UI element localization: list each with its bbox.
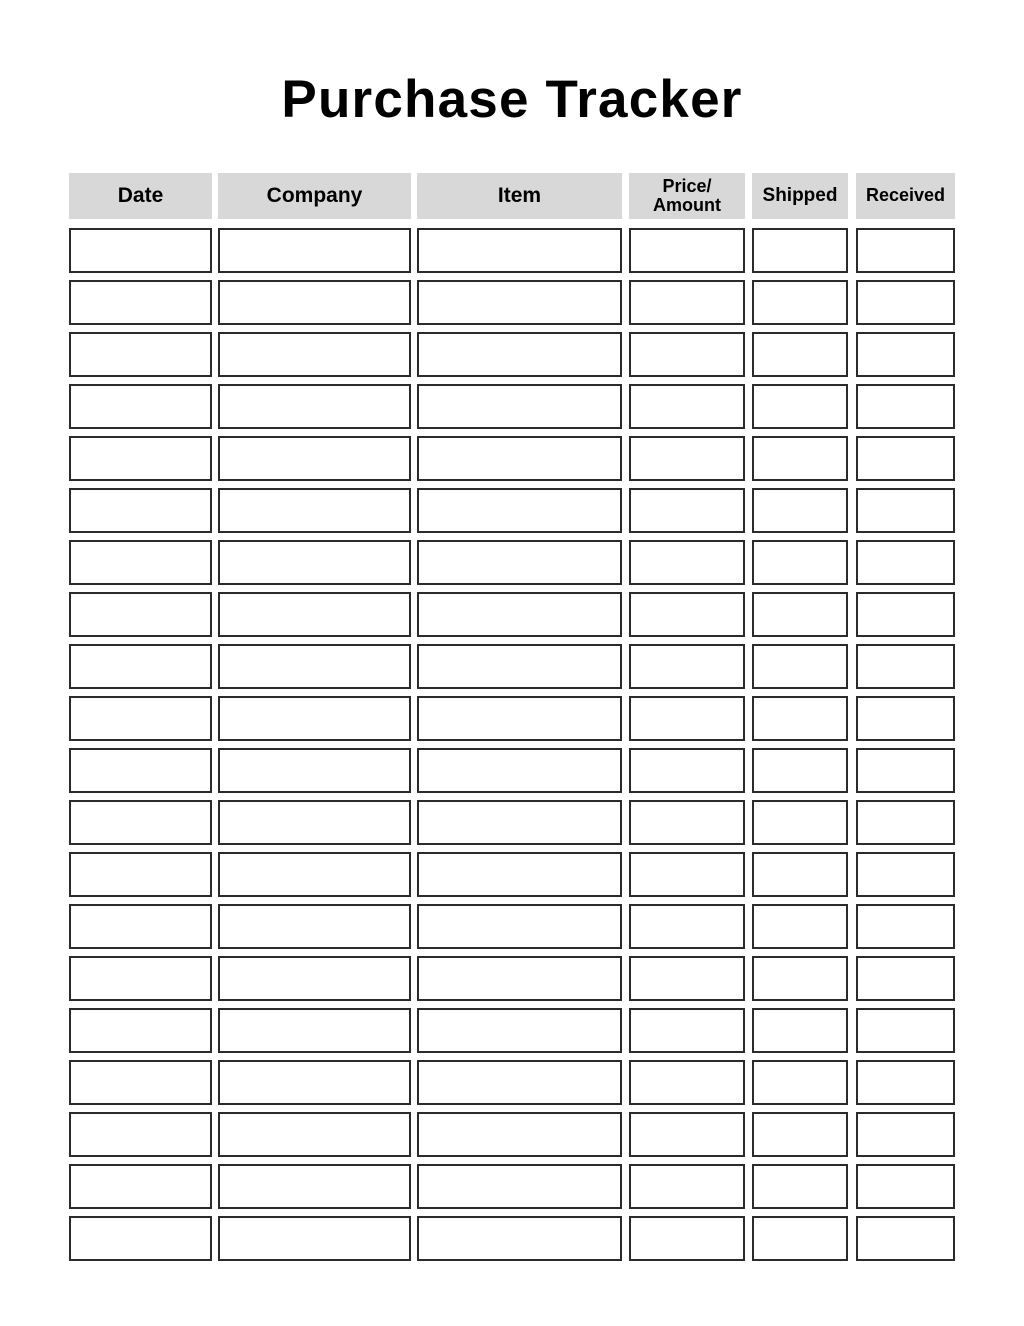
- cell-date[interactable]: [69, 1164, 212, 1209]
- cell-gap: [745, 488, 752, 533]
- header-gap: [622, 173, 629, 219]
- table-header-row: [69, 173, 955, 219]
- cell-received[interactable]: [856, 956, 955, 1001]
- cell-shipped[interactable]: [752, 1164, 848, 1209]
- cell-shipped[interactable]: [752, 228, 848, 273]
- column-header-item-label: Item: [497, 183, 542, 207]
- cell-price[interactable]: [629, 904, 745, 949]
- cell-gap: [848, 696, 856, 741]
- cell-price[interactable]: [629, 1164, 745, 1209]
- cell-price[interactable]: [629, 488, 745, 533]
- cell-item[interactable]: [417, 904, 622, 949]
- cell-gap: [622, 800, 629, 845]
- cell-company[interactable]: [218, 644, 411, 689]
- cell-item[interactable]: [417, 592, 622, 637]
- cell-received[interactable]: [856, 332, 955, 377]
- cell-gap: [745, 748, 752, 793]
- cell-gap: [848, 1112, 856, 1157]
- cell-date[interactable]: [69, 1060, 212, 1105]
- table-body: [69, 228, 955, 1261]
- cell-shipped[interactable]: [752, 384, 848, 429]
- table-row: [69, 1008, 955, 1053]
- cell-gap: [848, 1216, 856, 1261]
- cell-item[interactable]: [417, 1164, 622, 1209]
- cell-received[interactable]: [856, 1008, 955, 1053]
- cell-shipped[interactable]: [752, 644, 848, 689]
- cell-received[interactable]: [856, 748, 955, 793]
- cell-date[interactable]: [69, 1008, 212, 1053]
- cell-item[interactable]: [417, 644, 622, 689]
- cell-date[interactable]: [69, 332, 212, 377]
- table-row: [69, 696, 955, 741]
- cell-company[interactable]: [218, 1216, 411, 1261]
- column-header-company: [218, 173, 411, 219]
- cell-item[interactable]: [417, 540, 622, 585]
- cell-price[interactable]: [629, 800, 745, 845]
- cell-company[interactable]: [218, 228, 411, 273]
- table-row: [69, 332, 955, 377]
- table-row: [69, 1112, 955, 1157]
- cell-shipped[interactable]: [752, 488, 848, 533]
- cell-gap: [848, 488, 856, 533]
- cell-item[interactable]: [417, 800, 622, 845]
- column-header-company-label: Company: [266, 183, 363, 207]
- cell-price[interactable]: [629, 1008, 745, 1053]
- cell-received[interactable]: [856, 696, 955, 741]
- cell-gap: [622, 748, 629, 793]
- cell-company[interactable]: [218, 540, 411, 585]
- cell-received[interactable]: [856, 436, 955, 481]
- cell-company[interactable]: [218, 332, 411, 377]
- cell-date[interactable]: [69, 748, 212, 793]
- cell-date[interactable]: [69, 592, 212, 637]
- cell-price[interactable]: [629, 540, 745, 585]
- cell-shipped[interactable]: [752, 904, 848, 949]
- table-row: [69, 436, 955, 481]
- cell-gap: [745, 904, 752, 949]
- cell-price[interactable]: [629, 696, 745, 741]
- cell-shipped[interactable]: [752, 540, 848, 585]
- column-header-date-label: Date: [117, 183, 164, 207]
- cell-price[interactable]: [629, 1060, 745, 1105]
- cell-item[interactable]: [417, 1008, 622, 1053]
- cell-company[interactable]: [218, 280, 411, 325]
- cell-shipped[interactable]: [752, 1216, 848, 1261]
- column-header-shipped-label: Shipped: [762, 184, 838, 206]
- cell-gap: [745, 436, 752, 481]
- table-row: [69, 1164, 955, 1209]
- cell-date[interactable]: [69, 800, 212, 845]
- cell-price[interactable]: [629, 436, 745, 481]
- cell-price[interactable]: [629, 1112, 745, 1157]
- cell-shipped[interactable]: [752, 1112, 848, 1157]
- cell-received[interactable]: [856, 280, 955, 325]
- cell-gap: [848, 436, 856, 481]
- cell-gap: [745, 332, 752, 377]
- cell-company[interactable]: [218, 748, 411, 793]
- cell-gap: [745, 592, 752, 637]
- cell-shipped[interactable]: [752, 1060, 848, 1105]
- cell-date[interactable]: [69, 644, 212, 689]
- cell-shipped[interactable]: [752, 800, 848, 845]
- cell-company[interactable]: [218, 1112, 411, 1157]
- cell-item[interactable]: [417, 280, 622, 325]
- cell-shipped[interactable]: [752, 956, 848, 1001]
- cell-shipped[interactable]: [752, 280, 848, 325]
- cell-gap: [622, 956, 629, 1001]
- cell-date[interactable]: [69, 228, 212, 273]
- cell-company[interactable]: [218, 1008, 411, 1053]
- cell-gap: [745, 696, 752, 741]
- cell-gap: [745, 1060, 752, 1105]
- table-row: [69, 228, 955, 273]
- cell-received[interactable]: [856, 852, 955, 897]
- cell-date[interactable]: [69, 540, 212, 585]
- cell-gap: [622, 280, 629, 325]
- cell-gap: [622, 592, 629, 637]
- cell-gap: [848, 384, 856, 429]
- cell-company[interactable]: [218, 436, 411, 481]
- table-row: [69, 956, 955, 1001]
- cell-price[interactable]: [629, 1216, 745, 1261]
- cell-received[interactable]: [856, 644, 955, 689]
- cell-gap: [745, 1216, 752, 1261]
- cell-received[interactable]: [856, 488, 955, 533]
- cell-price[interactable]: [629, 332, 745, 377]
- column-header-price-line2: Amount: [653, 195, 721, 215]
- cell-gap: [622, 332, 629, 377]
- cell-gap: [745, 644, 752, 689]
- cell-received[interactable]: [856, 1112, 955, 1157]
- table-row: [69, 540, 955, 585]
- cell-gap: [622, 1060, 629, 1105]
- cell-received[interactable]: [856, 800, 955, 845]
- cell-gap: [622, 228, 629, 273]
- page-title: Purchase Tracker: [281, 70, 743, 129]
- cell-gap: [848, 852, 856, 897]
- cell-received[interactable]: [856, 384, 955, 429]
- column-header-item: [417, 173, 622, 219]
- header-gap: [745, 173, 752, 219]
- cell-price[interactable]: [629, 748, 745, 793]
- cell-shipped[interactable]: [752, 852, 848, 897]
- cell-gap: [848, 800, 856, 845]
- cell-date[interactable]: [69, 696, 212, 741]
- cell-gap: [848, 956, 856, 1001]
- cell-price[interactable]: [629, 280, 745, 325]
- column-header-price-amount-label: [653, 177, 721, 215]
- cell-shipped[interactable]: [752, 748, 848, 793]
- cell-company[interactable]: [218, 1164, 411, 1209]
- cell-item[interactable]: [417, 1060, 622, 1105]
- cell-gap: [848, 904, 856, 949]
- cell-gap: [848, 332, 856, 377]
- cell-gap: [745, 956, 752, 1001]
- cell-company[interactable]: [218, 904, 411, 949]
- cell-shipped[interactable]: [752, 1008, 848, 1053]
- cell-received[interactable]: [856, 1164, 955, 1209]
- cell-gap: [622, 644, 629, 689]
- table-row: [69, 644, 955, 689]
- cell-company[interactable]: [218, 1060, 411, 1105]
- cell-item[interactable]: [417, 1216, 622, 1261]
- cell-received[interactable]: [856, 1216, 955, 1261]
- cell-date[interactable]: [69, 488, 212, 533]
- cell-gap: [848, 280, 856, 325]
- cell-item[interactable]: [417, 228, 622, 273]
- table-row: [69, 748, 955, 793]
- cell-price[interactable]: [629, 384, 745, 429]
- cell-gap: [622, 1112, 629, 1157]
- cell-company[interactable]: [218, 384, 411, 429]
- cell-price[interactable]: [629, 592, 745, 637]
- cell-gap: [622, 540, 629, 585]
- cell-gap: [848, 748, 856, 793]
- cell-date[interactable]: [69, 852, 212, 897]
- purchase-tracker-table: [69, 173, 955, 1261]
- cell-price[interactable]: [629, 852, 745, 897]
- table-row: [69, 800, 955, 845]
- cell-shipped[interactable]: [752, 592, 848, 637]
- cell-shipped[interactable]: [752, 332, 848, 377]
- column-header-received: [856, 173, 955, 219]
- cell-gap: [848, 644, 856, 689]
- cell-gap: [622, 696, 629, 741]
- cell-gap: [848, 592, 856, 637]
- cell-shipped[interactable]: [752, 436, 848, 481]
- cell-company[interactable]: [218, 488, 411, 533]
- cell-gap: [622, 1164, 629, 1209]
- table-row: [69, 904, 955, 949]
- table-row: [69, 1060, 955, 1105]
- cell-shipped[interactable]: [752, 696, 848, 741]
- cell-company[interactable]: [218, 956, 411, 1001]
- cell-gap: [745, 1008, 752, 1053]
- cell-company[interactable]: [218, 592, 411, 637]
- cell-received[interactable]: [856, 904, 955, 949]
- cell-date[interactable]: [69, 1216, 212, 1261]
- cell-item[interactable]: [417, 696, 622, 741]
- cell-gap: [622, 488, 629, 533]
- cell-gap: [745, 540, 752, 585]
- cell-gap: [745, 1112, 752, 1157]
- column-header-received-label: Received: [865, 185, 946, 206]
- cell-gap: [622, 436, 629, 481]
- cell-gap: [622, 1216, 629, 1261]
- cell-received[interactable]: [856, 592, 955, 637]
- cell-date[interactable]: [69, 956, 212, 1001]
- cell-gap: [745, 852, 752, 897]
- table-row: [69, 1216, 955, 1261]
- table-row: [69, 592, 955, 637]
- header-gap: [848, 173, 856, 219]
- cell-received[interactable]: [856, 540, 955, 585]
- cell-date[interactable]: [69, 384, 212, 429]
- cell-date[interactable]: [69, 904, 212, 949]
- cell-gap: [848, 228, 856, 273]
- cell-date[interactable]: [69, 280, 212, 325]
- cell-gap: [848, 1060, 856, 1105]
- cell-item[interactable]: [417, 384, 622, 429]
- cell-price[interactable]: [629, 644, 745, 689]
- cell-price[interactable]: [629, 956, 745, 1001]
- column-header-price-line1: Price/: [662, 175, 712, 196]
- cell-gap: [622, 384, 629, 429]
- table-row: [69, 384, 955, 429]
- cell-gap: [745, 280, 752, 325]
- cell-company[interactable]: [218, 852, 411, 897]
- cell-date[interactable]: [69, 436, 212, 481]
- cell-item[interactable]: [417, 332, 622, 377]
- cell-item[interactable]: [417, 436, 622, 481]
- cell-gap: [745, 228, 752, 273]
- column-header-date: [69, 173, 212, 219]
- cell-received[interactable]: [856, 228, 955, 273]
- cell-gap: [745, 800, 752, 845]
- cell-gap: [622, 904, 629, 949]
- cell-gap: [622, 1008, 629, 1053]
- cell-gap: [622, 852, 629, 897]
- cell-gap: [848, 1164, 856, 1209]
- cell-gap: [848, 540, 856, 585]
- cell-gap: [848, 1008, 856, 1053]
- cell-date[interactable]: [69, 1112, 212, 1157]
- cell-price[interactable]: [629, 228, 745, 273]
- cell-company[interactable]: [218, 800, 411, 845]
- column-header-shipped: [752, 173, 848, 219]
- cell-item[interactable]: [417, 1112, 622, 1157]
- table-row: [69, 852, 955, 897]
- cell-company[interactable]: [218, 696, 411, 741]
- cell-item[interactable]: [417, 956, 622, 1001]
- cell-item[interactable]: [417, 748, 622, 793]
- cell-gap: [745, 1164, 752, 1209]
- table-row: [69, 488, 955, 533]
- cell-item[interactable]: [417, 488, 622, 533]
- cell-received[interactable]: [856, 1060, 955, 1105]
- column-header-price-amount: [629, 173, 745, 219]
- cell-gap: [745, 384, 752, 429]
- cell-item[interactable]: [417, 852, 622, 897]
- table-row: [69, 280, 955, 325]
